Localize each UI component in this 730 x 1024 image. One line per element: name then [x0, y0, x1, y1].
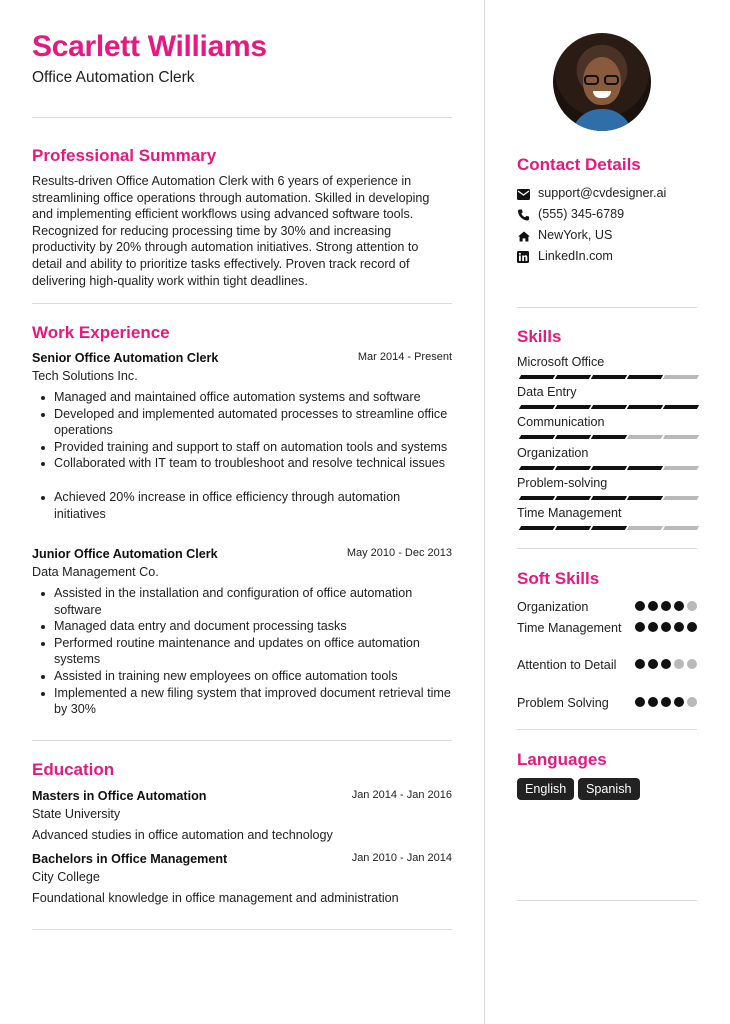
location-text: NewYork, US — [538, 228, 613, 242]
column-divider — [484, 0, 485, 1024]
contact-divider — [517, 307, 697, 308]
skill-level-bar — [517, 466, 697, 470]
candidate-title: Office Automation Clerk — [32, 69, 195, 86]
skill-name: Organization — [517, 446, 589, 460]
skill-level-segment — [591, 375, 627, 379]
contact-email — [517, 186, 697, 207]
job-bullet: Assisted in the installation and configuration of office automation software — [32, 585, 452, 618]
skill-level-bar — [517, 496, 697, 500]
profile-photo — [553, 33, 651, 131]
skill-name: Data Entry — [517, 385, 577, 399]
rating-dot — [635, 601, 645, 611]
envelope-icon — [517, 189, 530, 200]
soft-skill-item — [517, 599, 697, 616]
education-entry — [32, 789, 452, 844]
skill-level-segment — [555, 526, 591, 530]
education-heading: Education — [32, 760, 115, 779]
skill-level-segment — [627, 375, 663, 379]
languages-divider — [517, 900, 697, 901]
skill-level-segment — [627, 466, 663, 470]
summary-heading: Professional Summary — [32, 146, 217, 165]
soft-skills-heading: Soft Skills — [517, 569, 600, 588]
job-company: Data Management Co. — [32, 565, 159, 579]
skill-level-segment — [555, 375, 591, 379]
job-bullets — [32, 389, 452, 522]
rating-dot — [674, 697, 684, 707]
skill-level-segment — [519, 496, 555, 500]
rating-dot — [687, 622, 697, 632]
skill-name: Communication — [517, 415, 605, 429]
skill-level-segment — [591, 405, 627, 409]
soft-skills-divider — [517, 729, 697, 730]
skill-level-segment — [663, 405, 699, 409]
job-bullet: Performed routine maintenance and updates on office automation systems — [32, 635, 452, 668]
contact-heading: Contact Details — [517, 155, 641, 174]
skill-level-segment — [663, 526, 699, 530]
job-bullets — [32, 585, 452, 718]
skill-level-segment — [663, 496, 699, 500]
rating-dot — [661, 622, 671, 632]
skills-divider — [517, 548, 697, 549]
rating-dot — [648, 659, 658, 669]
language-badge: Spanish — [578, 778, 640, 800]
education-description: Advanced studies in office automation and technology — [32, 828, 333, 842]
skill-level-segment — [663, 375, 699, 379]
phone-icon — [517, 209, 530, 221]
job-title: Senior Office Automation Clerk — [32, 351, 219, 365]
degree: Bachelors in Office Management — [32, 852, 228, 866]
education-entry — [32, 852, 452, 907]
skill-level-segment — [519, 526, 555, 530]
skill-level-bar — [517, 435, 697, 439]
skill-level-segment — [627, 496, 663, 500]
skill-item — [517, 506, 697, 536]
contact-list — [517, 186, 697, 270]
skill-item — [517, 446, 697, 476]
skill-name: Problem-solving — [517, 476, 608, 490]
soft-skill-name: Organization — [517, 600, 589, 614]
rating-dot — [674, 659, 684, 669]
rating-dot — [648, 601, 658, 611]
rating-dot — [648, 622, 658, 632]
experience-heading: Work Experience — [32, 323, 170, 342]
skill-level-segment — [519, 466, 555, 470]
summary-text: Results-driven Office Automation Clerk with 6 years of experience in streamlining office operations through automation. Skilled in developing and implementing efficient workflows using advanced software tools. Recognized for reducing processing time by 30% and increasing productivity by 20% through automation initiatives. Strong attention to detail and ability to prioritize tasks effectively. Proven track record of delivering high-quality work within tight deadlines. — [32, 174, 430, 288]
contact-location — [517, 228, 697, 249]
skill-level-segment — [591, 526, 627, 530]
rating-dot — [635, 622, 645, 632]
languages-heading: Languages — [517, 750, 607, 769]
home-icon — [517, 231, 531, 242]
skill-level-segment — [627, 526, 663, 530]
skill-item — [517, 476, 697, 506]
rating-dot — [687, 659, 697, 669]
job-bullet: Managed data entry and document processing tasks — [32, 618, 452, 635]
skill-level-segment — [591, 466, 627, 470]
rating-dot — [635, 659, 645, 669]
skill-level-segment — [591, 435, 627, 439]
skill-level-segment — [627, 435, 663, 439]
soft-skill-item — [517, 695, 697, 712]
rating-dot — [661, 697, 671, 707]
skill-level-segment — [555, 405, 591, 409]
job-bullet: Collaborated with IT team to troubleshoot and resolve technical issues — [32, 455, 452, 472]
rating-dot — [661, 659, 671, 669]
skill-level-segment — [519, 375, 555, 379]
candidate-name: Scarlett Williams — [32, 30, 267, 63]
skill-name: Time Management — [517, 506, 622, 520]
soft-skill-item — [517, 657, 697, 674]
soft-skill-name: Attention to Detail — [517, 658, 617, 672]
job-entry — [32, 351, 452, 522]
skills-heading: Skills — [517, 327, 562, 346]
skill-level-segment — [555, 496, 591, 500]
skill-level-segment — [519, 405, 555, 409]
school: City College — [32, 870, 100, 884]
rating-dot — [648, 697, 658, 707]
skill-level-segment — [555, 435, 591, 439]
skill-name: Microsoft Office — [517, 355, 605, 369]
job-bullet: Achieved 20% increase in office efficiency through automation initiatives — [32, 489, 452, 522]
rating-dot — [661, 601, 671, 611]
job-bullet: Assisted in training new employees on office automation tools — [32, 668, 452, 685]
contact-linkedin — [517, 249, 697, 270]
school: State University — [32, 807, 121, 821]
summary-divider — [32, 303, 452, 304]
degree: Masters in Office Automation — [32, 789, 207, 803]
soft-skill-name: Time Management — [517, 621, 622, 635]
language-badge: English — [517, 778, 574, 800]
experience-divider — [32, 740, 452, 741]
linkedin-icon — [517, 251, 529, 263]
skill-item — [517, 415, 697, 445]
phone-text: (555) 345-6789 — [538, 207, 625, 221]
skill-item — [517, 385, 697, 415]
job-dates: May 2010 - Dec 2013 — [346, 547, 452, 559]
rating-dot — [635, 697, 645, 707]
rating-dot — [687, 601, 697, 611]
job-bullet: Implemented a new filing system that improved document retrieval time by 30% — [32, 685, 452, 718]
job-dates: Mar 2014 - Present — [357, 351, 452, 363]
education-description: Foundational knowledge in office management and administration — [32, 891, 399, 905]
skill-level-bar — [517, 526, 697, 530]
rating-dot — [674, 601, 684, 611]
education-dates: Jan 2010 - Jan 2014 — [351, 852, 452, 864]
skill-level-segment — [519, 435, 555, 439]
education-divider — [32, 929, 452, 930]
skill-level-bar — [517, 405, 697, 409]
job-entry — [32, 547, 452, 718]
email-text[interactable]: support@cvdesigner.ai — [538, 186, 667, 200]
skill-level-segment — [627, 405, 663, 409]
soft-skill-name: Problem Solving — [517, 696, 609, 710]
skill-item — [517, 355, 697, 385]
job-bullet: Developed and implemented automated processes to streamline office operations — [32, 406, 452, 439]
skill-level-segment — [663, 466, 699, 470]
job-company: Tech Solutions Inc. — [32, 369, 138, 383]
skill-level-segment — [555, 466, 591, 470]
rating-dot — [687, 697, 697, 707]
job-bullet: Managed and maintained office automation systems and software — [32, 389, 452, 406]
rating-dot — [674, 622, 684, 632]
soft-skill-item — [517, 620, 697, 637]
skill-level-segment — [663, 435, 699, 439]
header-divider — [32, 117, 452, 118]
job-bullet: Provided training and support to staff on automation tools and systems — [32, 439, 452, 456]
skill-level-segment — [591, 496, 627, 500]
contact-phone — [517, 207, 697, 228]
education-dates: Jan 2014 - Jan 2016 — [351, 789, 452, 801]
linkedin-text[interactable]: LinkedIn.com — [538, 249, 613, 263]
skill-level-bar — [517, 375, 697, 379]
job-title: Junior Office Automation Clerk — [32, 547, 218, 561]
